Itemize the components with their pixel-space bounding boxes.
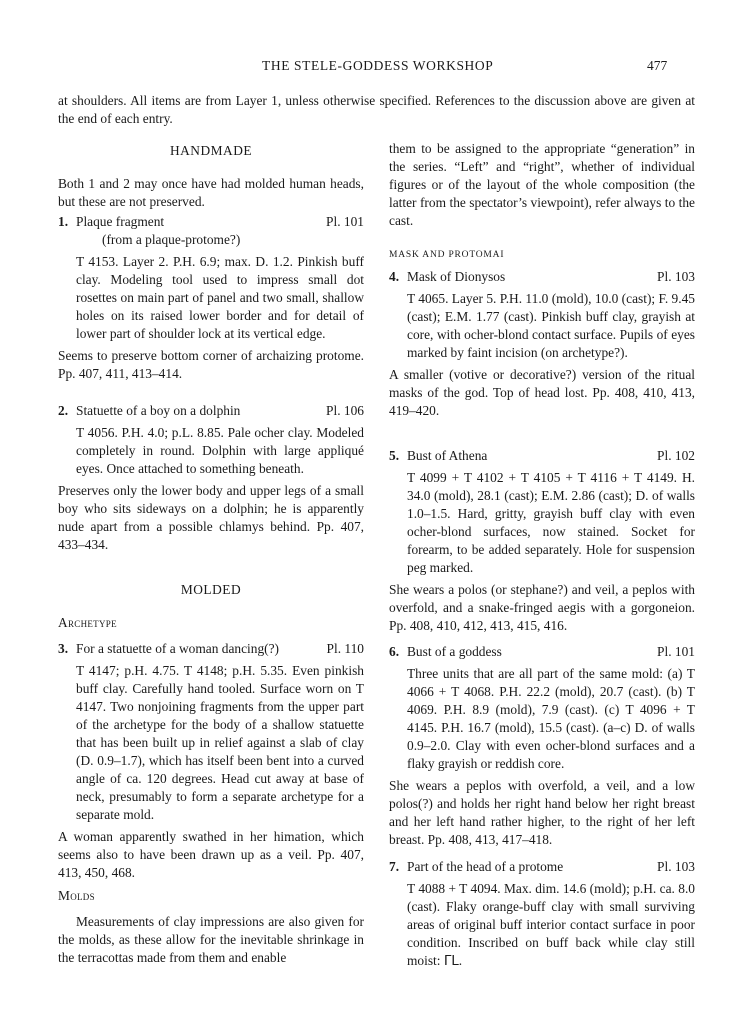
entry-comment: A smaller (votive or decorative?) version of the ritual masks of the god. Top of head lost. Pp. 408, 410, 413, 419–420. [389, 367, 695, 418]
entry-number: 7. [389, 859, 400, 874]
plate-reference: Pl. 103 [657, 859, 695, 874]
plate-reference: Pl. 102 [657, 448, 695, 463]
catalog-entry-4 [389, 268, 695, 420]
plate-reference: Pl. 106 [326, 403, 364, 418]
entry-subtitle: (from a plaque-protome?) [102, 232, 241, 247]
entry-number: 5. [389, 448, 400, 463]
plate-reference: Pl. 103 [657, 269, 695, 284]
plate-reference: Pl. 101 [326, 214, 364, 229]
entry-number: 3. [58, 641, 69, 656]
mask-and-protomai-heading: MASK AND PROTOMAI [389, 250, 505, 260]
molds-heading: Molds [58, 888, 95, 903]
entry-number: 4. [389, 269, 400, 284]
entry-title: Mask of Dionysos [407, 269, 506, 284]
entry-number: 6. [389, 644, 400, 659]
molds-paragraph: Measurements of clay impressions are also given for the molds, as these allow for the inevitable shrinkage in the terracottas made from them and enable [58, 914, 364, 965]
plate-reference: Pl. 110 [326, 641, 364, 656]
entry-number: 2. [58, 403, 69, 418]
entry-comment: Seems to preserve bottom corner of archaizing protome. Pp. 407, 411, 413–414. [58, 348, 364, 381]
handmade-intro: Both 1 and 2 may once have had molded human heads, but these are not preserved. [58, 176, 364, 209]
entry-comment: A woman apparently swathed in her himation, which seems also to have been drawn up as a veil. Pp. 407, 413, 450, 468. [58, 829, 364, 880]
entry-description: Three units that are all part of the same mold: (a) T 4066 + T 4068. P.H. 22.2 (mold), 20.7 (cast). (b) T 4069. P.H. 8.9 (mold), 7.9 (cast). (c) T 4096 + T 4145. P.H. 16.7 (mold), 15.5 (cast). (a–c) D. of walls 0.9–2.0. Clay with even ocher-blond surfaces and a flaky grayish or reddish core. [407, 666, 695, 771]
handmade-heading: HANDMADE [169, 143, 253, 158]
entry-description: T 4088 + T 4094. Max. dim. 14.6 (mold); p.H. ca. 8.0 (cast). Flaky orange-buff clay with small surviving areas of original buff interior contact surface in poor condition. Inscribed on buff back while clay still moist: ᒥᒪ. [407, 881, 695, 968]
entry-description: T 4153. Layer 2. P.H. 6.9; max. D. 1.2. Pinkish buff clay. Modeling tool used to impress small dot rosettes on main part of panel and two small, shallow holes on its raised lower border and for detail of lower part of shoulder lock at its vertical edge. [76, 254, 364, 341]
entry-comment: She wears a polos (or stephane?) and veil, a peplos with overfold, and a snake-fringed aegis with a gorgoneion. Pp. 408, 410, 412, 413, 415, 416. [389, 582, 695, 633]
entry-title: Statuette of a boy on a dolphin [76, 403, 241, 418]
entry-comment: She wears a peplos with overfold, a veil, and a low polos(?) and holds her right hand below her right breast and her left hand rather higher, to the right of her left breast. Pp. 408, 413, 417–418. [389, 778, 695, 847]
entry-number: 1. [58, 214, 69, 229]
entry-description: T 4147; p.H. 4.75. T 4148; p.H. 5.35. Even pinkish buff clay. Carefully hand tooled. Surface worn on T 4147. Two nonjoining fragments from the upper part of the archetype for the body of a shallow statuette that has been built up in relief against a slab of clay (D. 0.9–1.7), which has itself been bent into a curved angle of ca. 120 degrees. Head cut away at base of neck, presumably to form a separate archetype for a separate mold. [76, 663, 364, 822]
archetype-heading: Archetype [58, 615, 117, 630]
molded-heading: MOLDED [180, 582, 242, 597]
catalog-entry-2 [58, 402, 364, 554]
entry-description: T 4056. P.H. 4.0; p.L. 8.85. Pale ocher clay. Modeled completely in round. Dolphin with large appliqué eyes. Once attached to something beneath. [76, 425, 364, 476]
catalog-entry-1 [58, 213, 364, 383]
plate-reference: Pl. 101 [657, 644, 695, 659]
entry-title: For a statuette of a woman dancing(?) [76, 641, 280, 656]
catalog-entry-5 [389, 447, 695, 635]
catalog-entry-3 [58, 640, 364, 882]
catalog-entry-7 [389, 858, 695, 970]
page-number: 477 [647, 58, 668, 73]
entry-title: Bust of Athena [407, 448, 488, 463]
entry-title: Part of the head of a protome [407, 859, 564, 874]
running-head: THE STELE-GODDESS WORKSHOP [262, 58, 494, 73]
entry-title: Plaque fragment [76, 214, 165, 229]
entry-title: Bust of a goddess [407, 644, 502, 659]
entry-description: T 4099 + T 4102 + T 4105 + T 4116 + T 4149. H. 34.0 (mold), 28.1 (cast); E.M. 2.86 (cast); D. of walls 1.0–1.5. Hard, gritty, grayish buff clay with even ocher-blond surfaces, now stained. Socket for forearm, to be added separately. Hole for suspension peg marked. [407, 470, 695, 575]
entry-comment: Preserves only the lower body and upper legs of a small boy who sits sideways on a dolphin; he is apparently nude apart from a possible chlamys behind. Pp. 407, 433–434. [58, 483, 364, 552]
catalog-entry-6 [389, 643, 695, 849]
entry-description: T 4065. Layer 5. P.H. 11.0 (mold), 10.0 (cast); F. 9.45 (cast); E.M. 1.77 (cast). Pinkish buff clay, grayish at core, with ocher-blond contact surface. Pupils of eyes marked by faint incision (on archetype?). [407, 291, 695, 360]
molds-paragraph-continued: them to be assigned to the appropriate “generation” in the series. “Left” and “right”, whether of individual figures or of the layout of the whole composition (the latter from the spectator’s viewpoint), refer always to the cast. [389, 141, 695, 228]
intro-paragraph: at shoulders. All items are from Layer 1, unless otherwise specified. References to the discussion above are given at the end of each entry. [58, 93, 695, 126]
